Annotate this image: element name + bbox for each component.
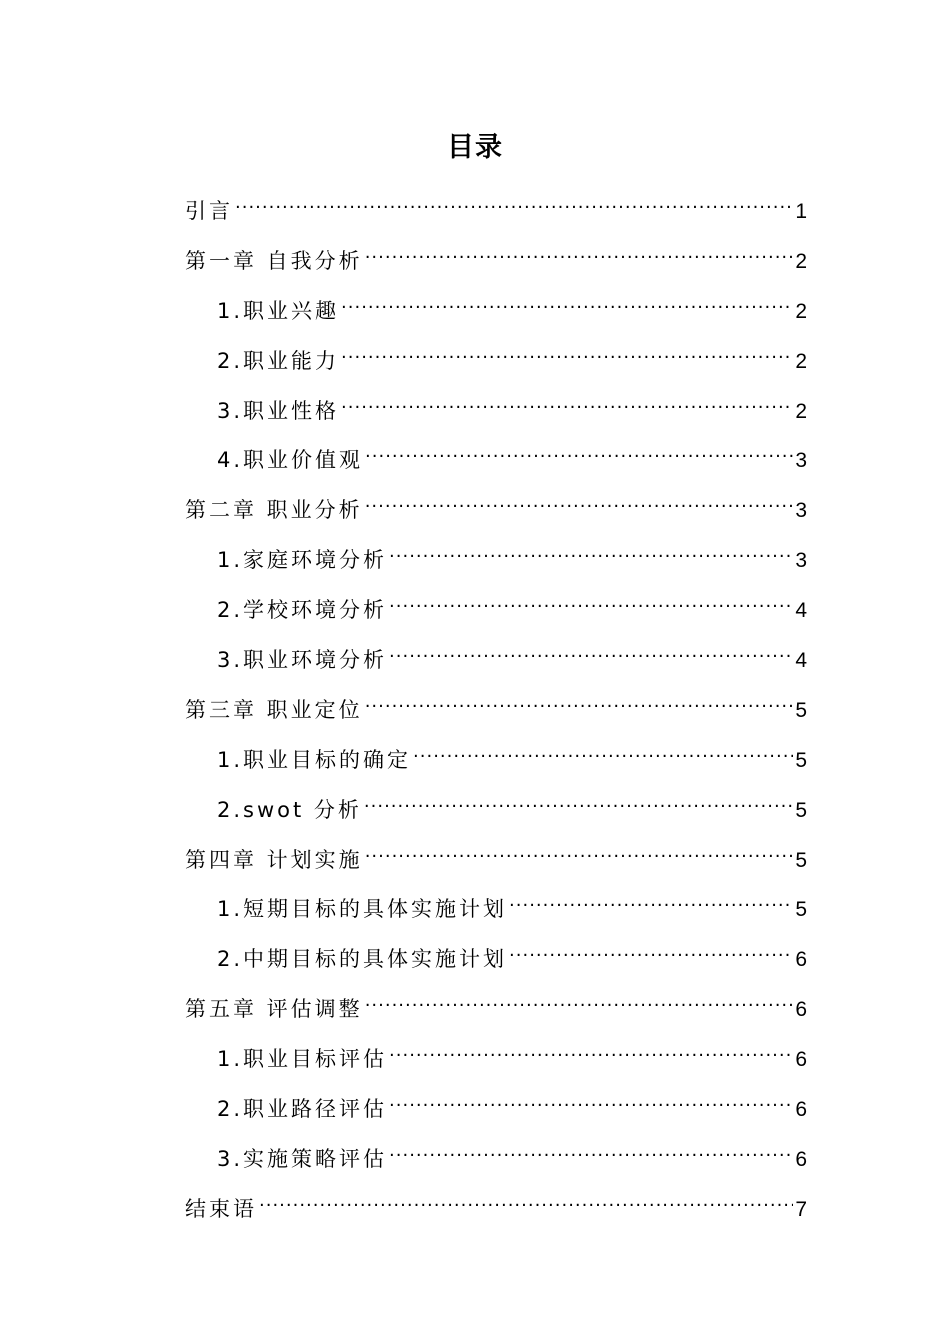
toc-dot-leader: [389, 1076, 793, 1116]
toc-page-number: 2: [795, 249, 807, 273]
toc-dot-leader: [509, 926, 793, 966]
toc-subsection-entry[interactable]: [185, 1126, 807, 1176]
toc-chapter-entry[interactable]: [185, 477, 807, 527]
toc-entry-label: 第四章 计划实施: [185, 847, 363, 872]
toc-page-number: 5: [795, 798, 807, 822]
toc-subsection-entry[interactable]: [185, 278, 807, 328]
toc-page-number: 5: [795, 898, 807, 922]
toc-dot-leader: [259, 1176, 793, 1216]
toc-subsection-entry[interactable]: [185, 328, 807, 378]
toc-entry-label: 1.职业目标评估: [217, 1047, 388, 1072]
toc-dot-leader: [413, 727, 793, 767]
toc-dot-leader: [365, 976, 794, 1016]
toc-entry-label: 3.职业环境分析: [217, 648, 388, 673]
toc-page-number: 2: [795, 299, 807, 323]
toc-dot-leader: [389, 1126, 793, 1166]
toc-chapter-entry[interactable]: [185, 1176, 807, 1226]
toc-entry-label: 结束语: [185, 1196, 257, 1221]
toc-page-number: 5: [795, 848, 807, 872]
toc-subsection-entry[interactable]: [185, 577, 807, 627]
toc-subsection-entry[interactable]: [185, 427, 807, 477]
toc-page-number: 6: [795, 1048, 807, 1072]
toc-entry-label: 1.职业目标的确定: [217, 747, 412, 772]
toc-dot-leader: [235, 178, 793, 218]
toc-dot-leader: [389, 577, 793, 617]
toc-subsection-entry[interactable]: [185, 527, 807, 577]
toc-list: [185, 178, 807, 1226]
toc-page-number: 2: [795, 399, 807, 423]
toc-chapter-entry[interactable]: [185, 976, 807, 1026]
toc-entry-label: 4.职业价值观: [217, 448, 364, 473]
toc-dot-leader: [389, 1026, 793, 1066]
toc-dot-leader: [341, 328, 793, 368]
toc-page-number: 3: [795, 549, 807, 573]
toc-chapter-entry[interactable]: [185, 827, 807, 877]
toc-page-number: 4: [795, 649, 807, 673]
toc-dot-leader: [365, 827, 794, 867]
toc-page-number: 5: [795, 748, 807, 772]
toc-dot-leader: [364, 777, 793, 817]
toc-page-number: 3: [795, 499, 807, 523]
toc-entry-label: 1.家庭环境分析: [217, 548, 388, 573]
toc-subsection-entry[interactable]: [185, 627, 807, 677]
toc-entry-label: 1.短期目标的具体实施计划: [217, 897, 508, 922]
toc-dot-leader: [365, 477, 794, 517]
toc-page-number: 6: [795, 948, 807, 972]
toc-dot-leader: [341, 378, 793, 418]
toc-subsection-entry[interactable]: [185, 1026, 807, 1076]
toc-subsection-entry[interactable]: [185, 777, 807, 827]
toc-chapter-entry[interactable]: [185, 178, 807, 228]
toc-page-number: 6: [795, 1098, 807, 1122]
toc-chapter-entry[interactable]: [185, 228, 807, 278]
toc-entry-label: 引言: [185, 199, 233, 223]
toc-page-number: 2: [795, 349, 807, 373]
toc-entry-label: 1.职业兴趣: [217, 298, 340, 323]
toc-entry-label: 2.职业能力: [217, 348, 340, 373]
toc-entry-label: 3.实施策略评估: [217, 1146, 388, 1171]
toc-dot-leader: [365, 427, 793, 467]
toc-subsection-entry[interactable]: [185, 378, 807, 428]
toc-entry-label: 第二章 职业分析: [185, 498, 363, 523]
toc-page-number: 5: [795, 698, 807, 722]
toc-chapter-entry[interactable]: [185, 677, 807, 727]
toc-entry-label: 3.职业性格: [217, 398, 340, 423]
toc-entry-label: 2.学校环境分析: [217, 598, 388, 623]
toc-page-number: 1: [795, 200, 807, 223]
toc-entry-label: 2.职业路径评估: [217, 1097, 388, 1122]
toc-page-number: 4: [795, 599, 807, 623]
toc-page-number: 6: [795, 998, 807, 1022]
toc-page-number: 7: [795, 1197, 807, 1221]
toc-entry-label: 第三章 职业定位: [185, 697, 363, 722]
toc-subsection-entry[interactable]: [185, 926, 807, 976]
toc-dot-leader: [365, 228, 794, 268]
toc-dot-leader: [389, 527, 793, 567]
toc-dot-leader: [389, 627, 793, 667]
toc-dot-leader: [341, 278, 793, 318]
toc-entry-label: 第一章 自我分析: [185, 248, 363, 273]
toc-page-number: 6: [795, 1147, 807, 1171]
toc-entry-label: 2.中期目标的具体实施计划: [217, 947, 508, 972]
toc-subsection-entry[interactable]: [185, 876, 807, 926]
toc-page-number: 3: [795, 449, 807, 473]
toc-entry-label: 2.swot 分析: [217, 797, 362, 822]
toc-title: 目录: [447, 132, 503, 163]
toc-subsection-entry[interactable]: [185, 1076, 807, 1126]
toc-dot-leader: [365, 677, 794, 717]
toc-entry-label: 第五章 评估调整: [185, 997, 363, 1022]
toc-subsection-entry[interactable]: [185, 727, 807, 777]
toc-dot-leader: [509, 876, 793, 916]
